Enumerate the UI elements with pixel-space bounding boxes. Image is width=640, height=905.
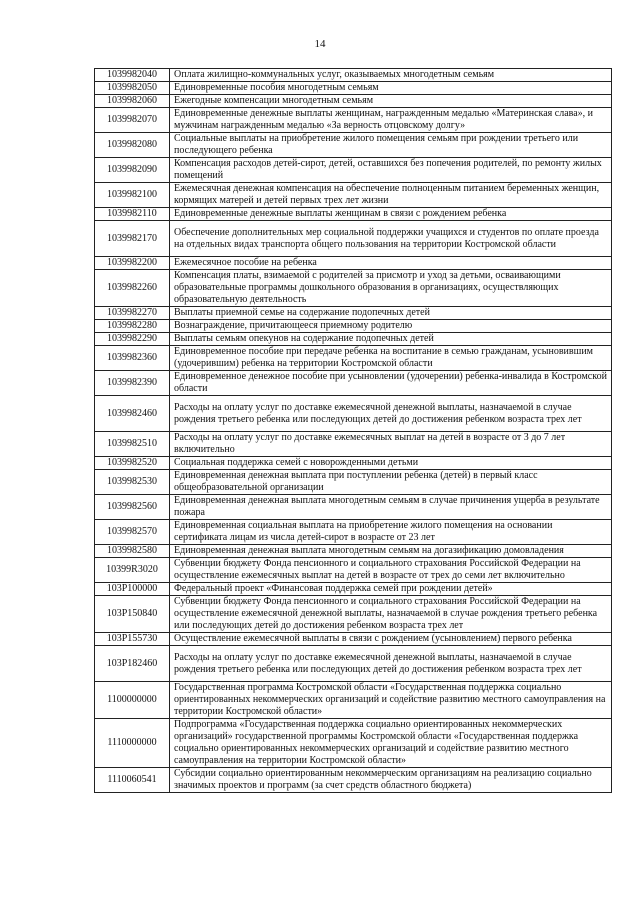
row-code: 1039982530 <box>95 470 170 495</box>
row-name: Федеральный проект «Финансовая поддержка семей при рождении детей» <box>170 583 612 596</box>
table-row <box>95 371 612 396</box>
row-code: 1039982460 <box>95 396 170 432</box>
table-row <box>95 208 612 221</box>
row-code: 103P150840 <box>95 596 170 633</box>
row-code: 1039982390 <box>95 371 170 396</box>
table-row <box>95 320 612 333</box>
row-code: 1039982170 <box>95 221 170 257</box>
row-code: 1039982260 <box>95 270 170 307</box>
row-name: Единовременная денежная выплата многодетным семьям в случае причинения ущерба в результате пожара <box>170 495 612 520</box>
table-row <box>95 470 612 495</box>
row-code: 1039982100 <box>95 183 170 208</box>
row-name: Социальные выплаты на приобретение жилого помещения семьям при рождении третьего или последующего ребенка <box>170 133 612 158</box>
row-name: Компенсация расходов детей-сирот, детей, оставшихся без попечения родителей, по ремонту жилых помещений <box>170 158 612 183</box>
table-row <box>95 307 612 320</box>
row-code: 103P182460 <box>95 646 170 682</box>
row-code: 1039982360 <box>95 346 170 371</box>
table-row <box>95 457 612 470</box>
table-row <box>95 82 612 95</box>
row-name: Обеспечение дополнительных мер социальной поддержки учащихся и студентов по оплате проезда на отдельных видах транспорта общего пользования на территории Костромской области <box>170 221 612 257</box>
row-name: Субвенции бюджету Фонда пенсионного и социального страхования Российской Федерации на осуществление ежемесячной денежной выплаты, назначаемой в случае рождения третьего ребенка или последующих детей до достижения ребенком возраста трех лет <box>170 596 612 633</box>
row-code: 1039982080 <box>95 133 170 158</box>
row-code: 1110000000 <box>95 719 170 768</box>
row-name: Социальная поддержка семей с новорожденными детьми <box>170 457 612 470</box>
row-code: 1039982570 <box>95 520 170 545</box>
table-body <box>95 69 612 793</box>
row-name: Единовременная социальная выплата на приобретение жилого помещения на основании сертификата лицам из числа детей-сирот в возрасте от 23 лет <box>170 520 612 545</box>
row-code: 1100000000 <box>95 682 170 719</box>
row-name: Единовременная денежная выплата многодетным семьям на догазификацию домовладения <box>170 545 612 558</box>
table-row <box>95 646 612 682</box>
row-name: Выплаты семьям опекунов на содержание подопечных детей <box>170 333 612 346</box>
row-code: 1039982200 <box>95 257 170 270</box>
table-row <box>95 346 612 371</box>
row-name: Государственная программа Костромской области «Государственная поддержка социально ориентированных некоммерческих организаций и содействие развитию местного самоуправления на территории Костромской области» <box>170 682 612 719</box>
row-name: Единовременная денежная выплата при поступлении ребенка (детей) в первый класс общеобразовательной организации <box>170 470 612 495</box>
table-row <box>95 583 612 596</box>
table-row <box>95 108 612 133</box>
table-row <box>95 682 612 719</box>
row-code: 1039982110 <box>95 208 170 221</box>
table-row <box>95 495 612 520</box>
row-name: Единовременные пособия многодетным семьям <box>170 82 612 95</box>
row-code: 1039982270 <box>95 307 170 320</box>
table-row <box>95 596 612 633</box>
row-code: 1039982580 <box>95 545 170 558</box>
row-name: Ежемесячное пособие на ребенка <box>170 257 612 270</box>
row-code: 1039982290 <box>95 333 170 346</box>
row-name: Единовременное денежное пособие при усыновлении (удочерении) ребенка-инвалида в Костромской области <box>170 371 612 396</box>
row-name: Ежемесячная денежная компенсация на обеспечение полноценным питанием беременных женщин, кормящих матерей и детей первых трех лет жизни <box>170 183 612 208</box>
row-name: Расходы на оплату услуг по доставке ежемесячной денежной выплаты, назначаемой в случае рождения третьего ребенка или последующих детей до достижения ребенком возраста трех лет <box>170 396 612 432</box>
row-name: Расходы на оплату услуг по доставке ежемесячной денежной выплаты, назначаемой в случае рождения третьего ребенка или последующих детей до достижения ребенком возраста трех лет <box>170 646 612 682</box>
table-row <box>95 633 612 646</box>
table-row <box>95 133 612 158</box>
table-row <box>95 221 612 257</box>
row-name: Осуществление ежемесячной выплаты в связи с рождением (усыновлением) первого ребенка <box>170 633 612 646</box>
row-name: Субвенции бюджету Фонда пенсионного и социального страхования Российской Федерации на осуществление ежемесячных выплат на детей в возрасте от трех до семи лет включительно <box>170 558 612 583</box>
table-row <box>95 69 612 82</box>
row-code: 1039982060 <box>95 95 170 108</box>
row-code: 1039982560 <box>95 495 170 520</box>
table-row <box>95 183 612 208</box>
table-row <box>95 520 612 545</box>
row-code: 1039982040 <box>95 69 170 82</box>
row-code: 1039982510 <box>95 432 170 457</box>
table-row <box>95 333 612 346</box>
row-code: 1039982280 <box>95 320 170 333</box>
row-code: 1039982050 <box>95 82 170 95</box>
table-row <box>95 432 612 457</box>
row-name: Оплата жилищно-коммунальных услуг, оказываемых многодетным семьям <box>170 69 612 82</box>
row-name: Вознаграждение, причитающееся приемному родителю <box>170 320 612 333</box>
row-name: Ежегодные компенсации многодетным семьям <box>170 95 612 108</box>
row-name: Компенсация платы, взимаемой с родителей за присмотр и уход за детьми, осваивающими образовательные программы дошкольного образования в организациях, осуществляющих образовательную деятельность <box>170 270 612 307</box>
table-row <box>95 95 612 108</box>
table-row <box>95 545 612 558</box>
row-code: 1039982520 <box>95 457 170 470</box>
table-row <box>95 768 612 793</box>
row-code: 10399R3020 <box>95 558 170 583</box>
page-number: 14 <box>314 38 326 50</box>
row-code: 1039982070 <box>95 108 170 133</box>
row-name: Единовременное пособие при передаче ребенка на воспитание в семью гражданам, усыновившим (удочерившим) ребенка на территории Костромской области <box>170 346 612 371</box>
row-name: Выплаты приемной семье на содержание подопечных детей <box>170 307 612 320</box>
row-name: Субсидии социально ориентированным некоммерческим организациям на реализацию социально значимых проектов и программ (за счет средств областного бюджета) <box>170 768 612 793</box>
budget-classification-table <box>94 68 612 793</box>
row-name: Расходы на оплату услуг по доставке ежемесячных выплат на детей в возрасте от 3 до 7 лет включительно <box>170 432 612 457</box>
table-row <box>95 270 612 307</box>
row-name: Подпрограмма «Государственная поддержка социально ориентированных некоммерческих организаций» государственной программы Костромской области «Государственная поддержка социально ориентированных некоммерческих организаций и содействие развитию местного самоуправления на территории Костромской области» <box>170 719 612 768</box>
table-row <box>95 158 612 183</box>
table-row <box>95 558 612 583</box>
row-code: 1110060541 <box>95 768 170 793</box>
row-code: 1039982090 <box>95 158 170 183</box>
table-row <box>95 396 612 432</box>
row-name: Единовременные денежные выплаты женщинам в связи с рождением ребенка <box>170 208 612 221</box>
table-row <box>95 719 612 768</box>
row-code: 103P155730 <box>95 633 170 646</box>
row-name: Единовременные денежные выплаты женщинам, награжденным медалью «Материнская слава», и мужчинам награжденным медалью «За верность отцовскому долгу» <box>170 108 612 133</box>
row-code: 103P100000 <box>95 583 170 596</box>
table-row <box>95 257 612 270</box>
